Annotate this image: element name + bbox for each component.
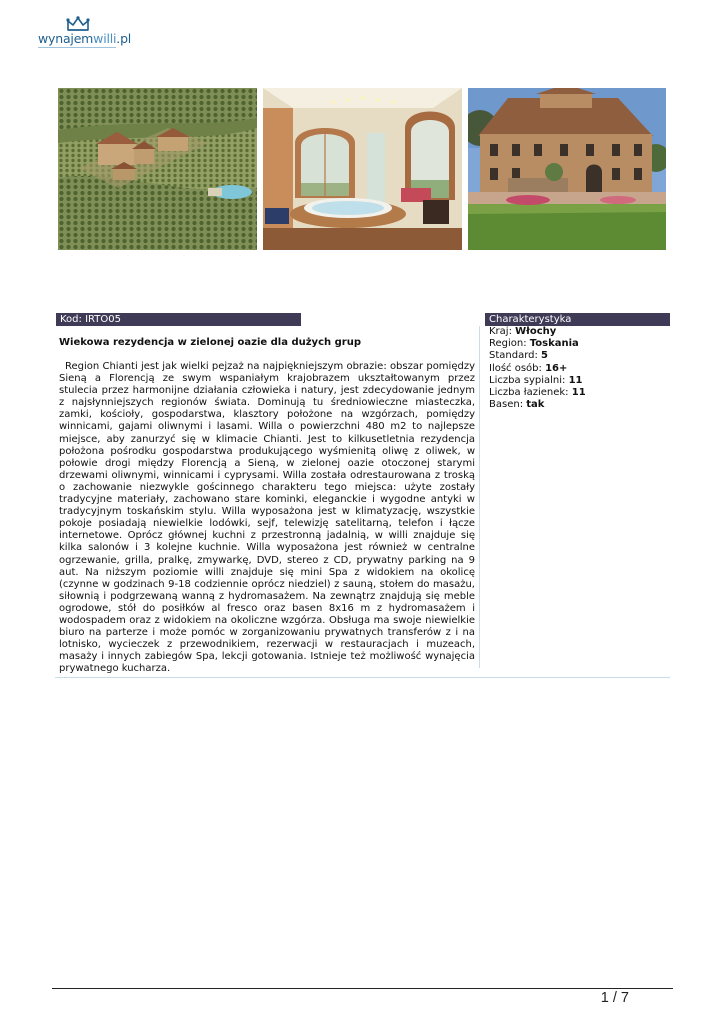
char-value: 11 [571, 387, 586, 399]
char-row-guests [489, 363, 670, 375]
logo-text-part1: wy [38, 31, 56, 46]
characteristics-list [485, 326, 670, 411]
listing-title: Wiekowa rezydencja w zielonej oazie dla dużych grup [59, 337, 361, 348]
char-row-region [489, 338, 670, 350]
logo-text-part4: .pl [116, 31, 132, 46]
char-value: Toskania [529, 338, 579, 350]
char-value: Włochy [515, 326, 557, 337]
char-row-bedrooms [489, 375, 670, 387]
listing-code: Kod: IRTO05 [56, 313, 301, 326]
listing-description [59, 361, 475, 675]
characteristics-header: Charakterystyka [485, 313, 670, 326]
char-row-bathrooms [489, 387, 670, 399]
char-label: Liczba łazienek: [489, 387, 572, 399]
logo-text-part3: willi [93, 31, 117, 46]
villa-facade-photo[interactable] [468, 88, 666, 250]
site-logo[interactable] [38, 16, 132, 48]
characteristics-panel [485, 313, 670, 411]
aerial-villa-photo[interactable] [58, 88, 257, 250]
char-label: Ilość osób: [489, 362, 546, 374]
footer-divider [52, 988, 673, 989]
section-divider [55, 677, 670, 678]
char-label: Kraj: [489, 326, 516, 337]
listing-description-text: Region Chianti jest jak wielki pejzaż na najpiękniejszym obrazie: obszar pomiędzy Sieną a Florencją ze swym wspaniałym krajobrazem ukształtowanym przez stulecia przez harmonijne działania człowieka i natury, jest zdecydowanie jednym z najsłynniejszych regionów świata. Dominują tu średniowieczne miasteczka, zamki, kościoły, gospodarstwa, klasztory położone na wzgórzach, pomiędzy winnicami, gajami oliwnymi i lasami. Willa o powierzchni 480 m2 to najlepsze miejsce, aby zanurzyć się w klimacie Chianti. Jest to kilkusetletnia rezydencja położona pośrodku gospodarstwa produkującego wyśmienitą oliwę z oliwek, w połowie drogi między Florencją a Sieną, w zielonej oazie otoczonej starymi drzewami oliwnymi, winnicami i cyprysami. Willa została odrestaurowana z troską o zachowanie niezwykle gościnnego charakteru tego miejsca: użyte zostały tradycyjne materiały, zachowano stare kominki, eleganckie i wygodne antyki w tradycyjnym toskańskim stylu. Willa wyposażona jest w klimatyzację, wszystkie pokoje posiadają niewielkie lodówki, sejf, telewizję satelitarną, telefon i łącze internetowe. Oprócz głównej kuchni z przestronną jadalnią, w willi znajduje się kilka salonów i 3 kolejne kuchnie. Willa wyposażona jest również w centralne ogrzewanie, grilla, pralkę, zmywarkę, DVD, stereo z CD, prywatny parking na 9 aut. Na niższym poziomie willi znajduje się mini Spa z widokiem na okolicę (czynne w godzinach 9-18 codziennie oprócz niedziel) z sauną, stołem do masażu, siłownią i podgrzewaną wanną z hydromasażem. Na zewnątrz znajdują się meble ogrodowe, stół do posiłków al fresco oraz basen 8x16 m z hydromasażem i wodospadem oraz z widokiem na okoliczne wzgórza. Obsługa ma swoje niewielkie biuro na parterze i może pomóc w zorganizowaniu prywatnych transferów z i na lotnisko, wycieczek z przewodnikiem, rezerwacji w restauracjach i muzeach, masaży i innych zabiegów Spa, lekcji gotowania. Istnieje też możliwość wynajęcia prywatnego kucharza. [59, 361, 475, 675]
listing-details [56, 313, 476, 675]
char-label: Region: [489, 338, 530, 350]
char-value: 5 [541, 350, 549, 362]
char-value: tak [526, 399, 545, 411]
page-number: 1 / 7 [600, 990, 629, 1006]
logo-text [38, 31, 131, 46]
char-label: Standard: [489, 350, 542, 362]
crown-icon [66, 16, 90, 32]
logo-text-part2: najem [55, 31, 94, 46]
char-value: 16+ [545, 362, 568, 374]
column-divider [479, 326, 480, 668]
logo-underline [38, 47, 116, 48]
char-row-standard [489, 350, 670, 362]
char-row-country [489, 326, 670, 338]
char-label: Basen: [489, 399, 527, 411]
char-label: Liczba sypialni: [489, 374, 569, 386]
char-row-pool [489, 399, 670, 411]
spa-interior-photo[interactable] [263, 88, 462, 250]
char-value: 11 [568, 374, 583, 386]
